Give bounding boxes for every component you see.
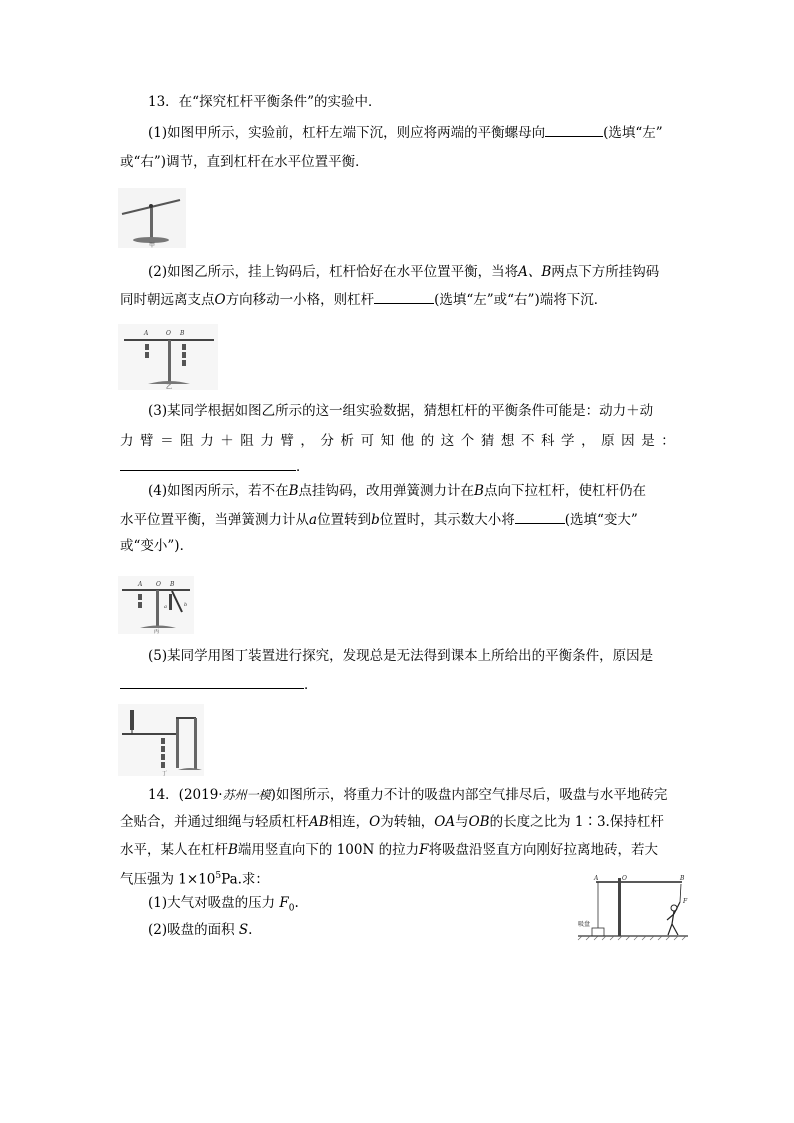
figure-yi — [118, 324, 218, 390]
svg-text:丙: 丙 — [154, 629, 160, 634]
svg-text:O: O — [166, 330, 171, 337]
svg-text:a: a — [164, 604, 167, 610]
q13-part1-line2: 或“右”)调节，直到杠杆在水平位置平衡． — [120, 154, 369, 170]
svg-text:O: O — [622, 875, 627, 882]
answer-blank-3[interactable] — [120, 456, 296, 471]
svg-text:F: F — [683, 898, 688, 905]
q13-part4-line2: 水平位置平衡，当弹簧测力计从a位置转到b位置时，其示数大小将 (选填“变大” — [120, 509, 638, 530]
q14-part1: (1)大气对吸盘的压力 $F_0$. — [148, 895, 299, 914]
q14-line4: 气压强为 $1\times 10^5Pa$.求： — [120, 871, 269, 888]
svg-text:B: B — [680, 875, 685, 882]
q13-part3-line2: 力 臂 ＝ 阻 力 ＋ 阻 力 臂 ， 分 析 可 知 他 的 这 个 猜 想 不 科 学 ， 原 因 是 ： — [120, 433, 675, 449]
svg-text:B: B — [170, 581, 175, 588]
q13-part1-line1: (1)如图甲所示，实验前，杠杆左端下沉，则应将两端的平衡螺母向 (选填“左” — [148, 122, 663, 143]
answer-blank-4[interactable] — [515, 509, 565, 524]
svg-text:乙: 乙 — [166, 384, 173, 390]
svg-text:丁: 丁 — [162, 771, 168, 776]
svg-text:吸盘: 吸盘 — [578, 921, 591, 928]
svg-text:b: b — [184, 602, 188, 608]
svg-text:A: A — [144, 330, 149, 337]
q13-part5-line1: (5)某同学用图丁装置进行探究，发现总是无法得到课本上所给出的平衡条件，原因是 — [148, 648, 654, 664]
answer-blank-5[interactable] — [120, 674, 304, 689]
q14-line1: 14．(2019·苏州一模)如图所示，将重力不计的吸盘内部空气排尽后，吸盘与水平地砖完 — [148, 787, 668, 803]
q14-line3: 水平，某人在杠杆B端用竖直向下的 100N 的拉力F将吸盘沿竖直方向刚好拉离地砖，若大 — [120, 842, 658, 858]
answer-blank-1[interactable] — [545, 122, 603, 137]
svg-text:甲: 甲 — [149, 242, 156, 248]
answer-blank-2[interactable] — [374, 289, 434, 304]
q13-title: 13．在“探究杠杆平衡条件”的实验中． — [148, 94, 382, 110]
q14-part2: (2)吸盘的面积 S. — [148, 922, 253, 938]
q13-part5-line2: ． — [120, 674, 318, 695]
figure-jia — [118, 188, 186, 248]
figure-ding — [118, 704, 204, 776]
q13-part2-line2: 同时朝远离支点O方向移动一小格，则杠杆 (选填“左”或“右”)端将下沉． — [120, 289, 607, 310]
q13-part4-line1: (4)如图丙所示，若不在B点挂钩码，改用弹簧测力计在B点向下拉杠杆，使杠杆仍在 — [148, 483, 646, 499]
q14-line2: 全贴合，并通过细绳与轻质杠杆AB相连，O为转轴，OA与OB的长度之比为 1∶3.保持杠杆 — [120, 814, 664, 830]
q13-part4-line3: 或“变小”)． — [120, 538, 194, 554]
q13-part3-line3: ． — [120, 456, 310, 477]
q13-part2-line1: (2)如图乙所示，挂上钩码后，杠杆恰好在水平位置平衡，当将A、B两点下方所挂钩码 — [148, 264, 660, 280]
figure-bing — [118, 576, 194, 634]
figure-q14-suction-cup — [574, 872, 692, 942]
svg-text:B: B — [180, 330, 185, 337]
svg-text:A: A — [138, 581, 143, 588]
q13-part3-line1: (3)某同学根据如图乙所示的这一组实验数据，猜想杠杆的平衡条件可能是：动力＋动 — [148, 403, 654, 419]
svg-text:O: O — [156, 581, 161, 588]
svg-text:A: A — [594, 875, 599, 882]
